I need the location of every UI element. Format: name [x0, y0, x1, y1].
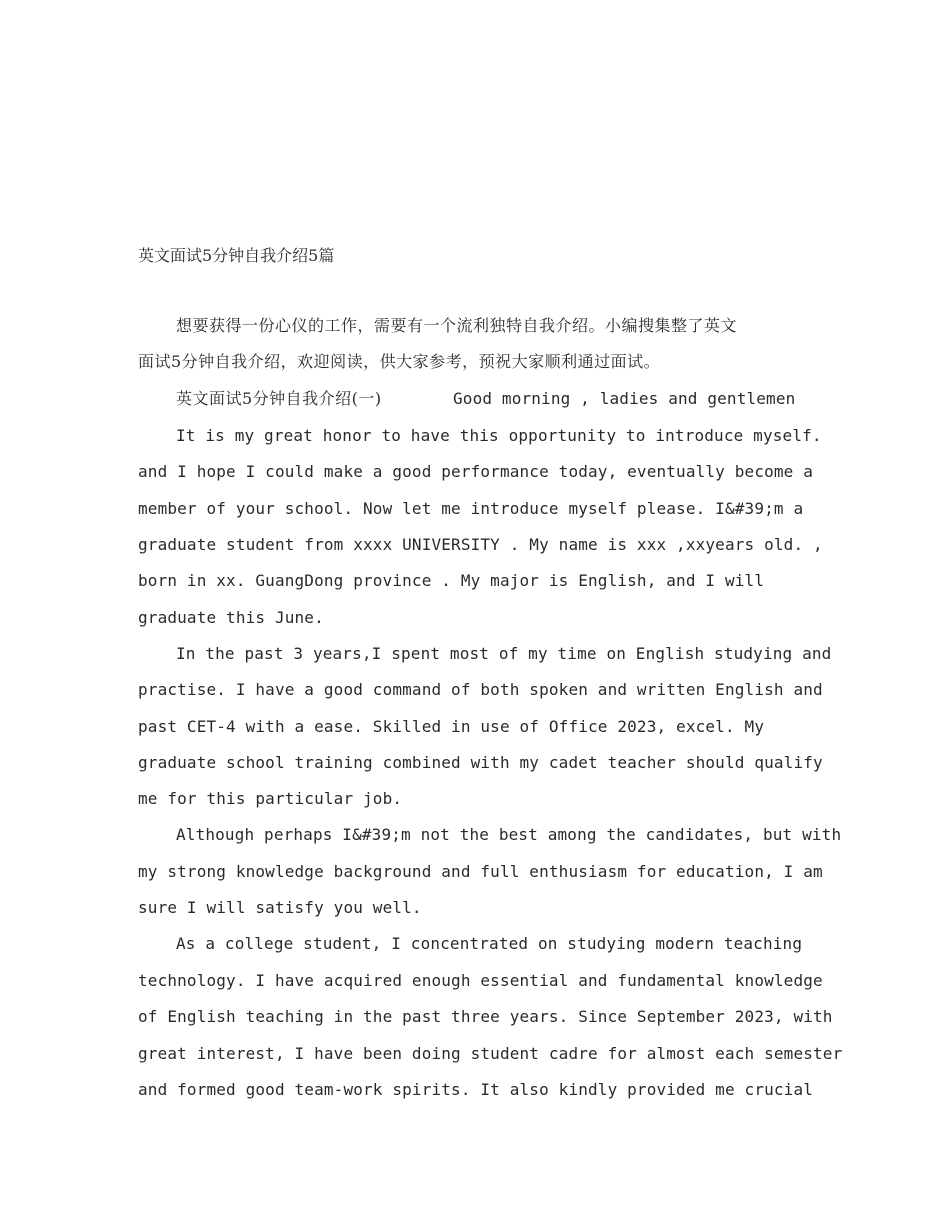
intro-line: 面试5分钟自我介绍，欢迎阅读，供大家参考，预祝大家顺利通过面试。 [138, 352, 661, 371]
paragraph-line: past CET-4 with a ease. Skilled in use of Office 2023, excel. My [138, 717, 765, 736]
paragraph-line: graduate this June. [138, 608, 324, 627]
paragraph-line: It is my great honor to have this opportunity to introduce myself. [176, 426, 822, 445]
paragraph-line: As a college student, I concentrated on studying modern teaching [176, 934, 803, 953]
paragraph-line: born in xx. GuangDong province . My major is English, and I will [138, 571, 765, 590]
paragraph-line: practise. I have a good command of both spoken and written English and [138, 680, 823, 699]
paragraph-line: and formed good team-work spirits. It also kindly provided me crucial [138, 1080, 814, 1099]
section-greeting: Good morning , ladies and gentlemen [453, 389, 796, 408]
paragraph-line: graduate school training combined with my cadet teacher should qualify [138, 753, 823, 772]
paragraph-line: and I hope I could make a good performance today, eventually become a [138, 462, 814, 481]
intro-line: 想要获得一份心仪的工作，需要有一个流利独特自我介绍。小编搜集整了英文 [176, 316, 738, 335]
paragraph-line: In the past 3 years,I spent most of my time on English studying and [176, 644, 832, 663]
paragraph-line: me for this particular job. [138, 789, 403, 808]
paragraph-line: graduate student from xxxx UNIVERSITY . My name is xxx ,xxyears old. , [138, 535, 823, 554]
paragraph-line: technology. I have acquired enough essential and fundamental knowledge [138, 971, 823, 990]
paragraph-line: of English teaching in the past three years. Since September 2023, with [138, 1007, 833, 1026]
section-heading: 英文面试5分钟自我介绍(一) [176, 389, 382, 408]
document-title: 英文面试5分钟自我介绍5篇 [138, 246, 335, 265]
paragraph-line: member of your school. Now let me introduce myself please. I&#39;m a [138, 499, 804, 518]
paragraph-line: my strong knowledge background and full enthusiasm for education, I am [138, 862, 823, 881]
paragraph-line: Although perhaps I&#39;m not the best among the candidates, but with [176, 825, 842, 844]
paragraph-line: great interest, I have been doing student cadre for almost each semester [138, 1044, 843, 1063]
paragraph-line: sure I will satisfy you well. [138, 898, 422, 917]
